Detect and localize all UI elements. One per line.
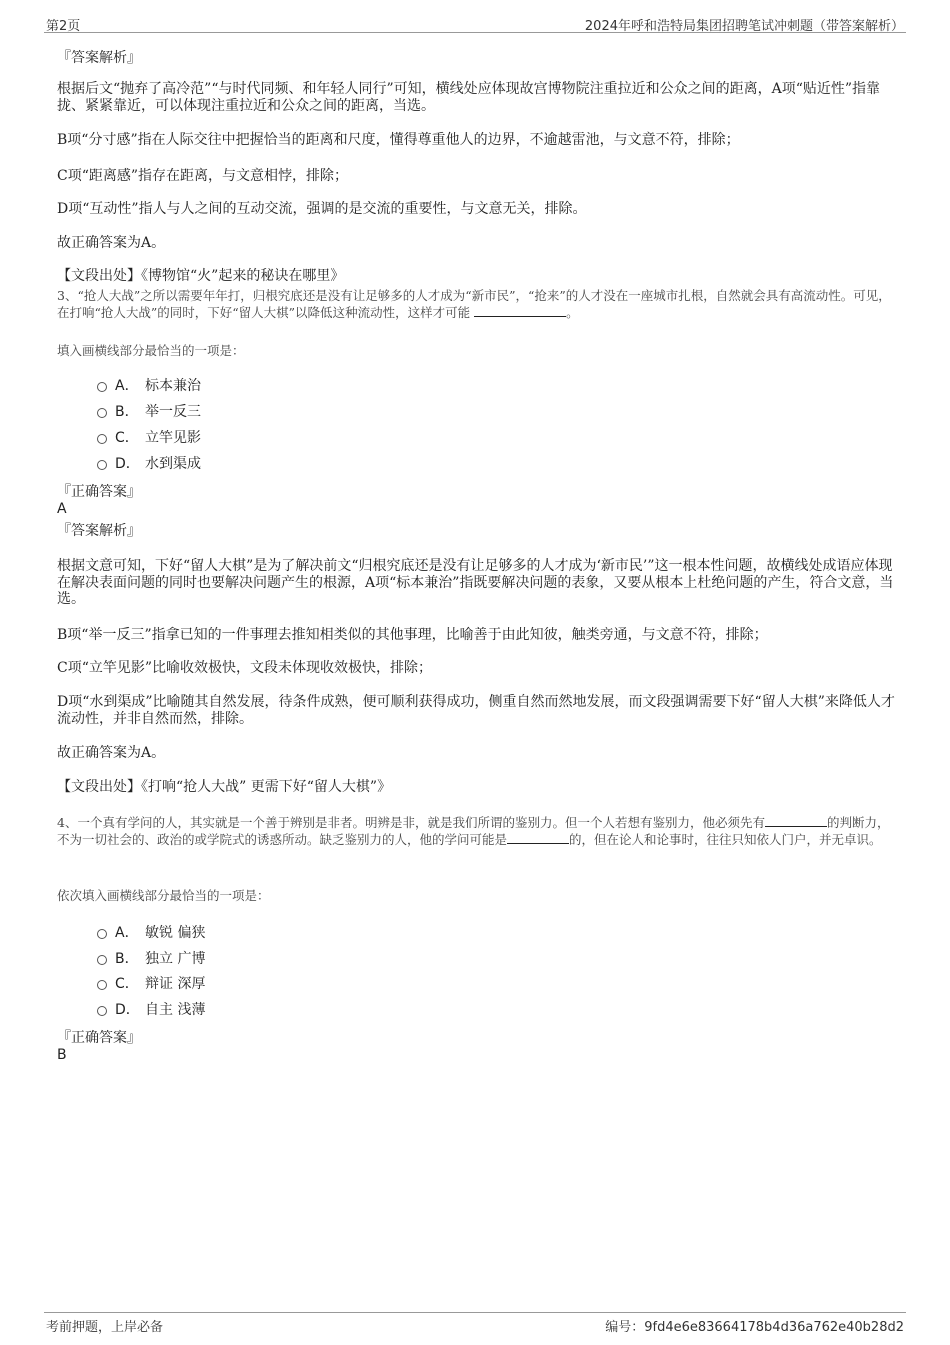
footer-slogan: 考前押题，上岸必备 bbox=[46, 1320, 164, 1335]
q2-source: 【文段出处】《博物馆“火”起来的秘诀在哪里》 bbox=[57, 268, 345, 284]
q4-blank-2 bbox=[507, 831, 569, 844]
q4-blank-1 bbox=[765, 814, 827, 827]
option-letter: C． bbox=[115, 976, 139, 992]
q3-analysis-para-4: D项“水到渠成”比喻随其自然发展，待条件成熟，便可顺利获得成功，侧重自然而然地发展，而文段强调需要下好“留人大棋”来降低人才流动性，并非自然而然，排除。 bbox=[57, 694, 895, 727]
q4-prompt: 依次填入画横线部分最恰当的一项是： bbox=[57, 888, 270, 903]
page-footer bbox=[44, 1312, 906, 1337]
page-number: 第2页 bbox=[46, 19, 81, 34]
q3-analysis-para-3: C项“立竿见影”比喻收效极快，文段未体现收效极快，排除； bbox=[57, 660, 433, 676]
q4-stem-part-3: 的，但在论人和论事时，往往只知依人门户，并无卓识。 bbox=[569, 832, 882, 847]
option-text: 辩证 深厚 bbox=[145, 976, 206, 992]
option-text: 敏锐 偏狭 bbox=[145, 925, 206, 941]
document-title: 2024年呼和浩特局集团招聘笔试冲刺题（带答案解析） bbox=[584, 19, 904, 34]
option-letter: D． bbox=[115, 456, 140, 472]
option-letter: A． bbox=[115, 925, 139, 941]
q4-answer: B bbox=[57, 1047, 67, 1063]
q3-analysis-para-2: B项“举一反三”指拿已知的一件事理去推知相类似的其他事理，比喻善于由此知彼，触类旁通，与文意不符，排除； bbox=[57, 627, 768, 643]
radio-icon[interactable] bbox=[97, 955, 107, 965]
q2-analysis-para-3: C项“距离感”指存在距离，与文意相悖，排除； bbox=[57, 168, 349, 184]
q4-stem bbox=[57, 814, 897, 848]
q2-analysis-para-2: B项“分寸感”指在人际交往中把握恰当的距离和尺度，懂得尊重他人的边界，不逾越雷池，与文意不符，排除； bbox=[57, 132, 740, 148]
q3-answer: A bbox=[57, 501, 67, 517]
q3-prompt: 填入画横线部分最恰当的一项是： bbox=[57, 343, 245, 358]
q3-answer-conclusion: 故正确答案为A。 bbox=[57, 745, 166, 761]
q3-analysis-label: 『答案解析』 bbox=[57, 523, 141, 539]
q3-stem-end: 。 bbox=[566, 305, 579, 320]
radio-icon[interactable] bbox=[97, 434, 107, 444]
q4-stem-part-1: 4、一个真有学问的人，其实就是一个善于辨别是非者。明辨是非，就是我们所谓的鉴别力。但一个人若想有鉴别力，他必须先有 bbox=[57, 815, 765, 830]
footer-code-label: 编号： bbox=[605, 1320, 645, 1335]
option-text: 自主 浅薄 bbox=[145, 1002, 206, 1018]
page-header bbox=[44, 12, 906, 33]
option-letter: B． bbox=[115, 404, 139, 420]
radio-icon[interactable] bbox=[97, 980, 107, 990]
q4-answer-label: 『正确答案』 bbox=[57, 1030, 141, 1046]
q2-analysis-para-4: D项“互动性”指人与人之间的互动交流，强调的是交流的重要性，与文意无关，排除。 bbox=[57, 201, 587, 217]
q3-analysis-para-1: 根据文意可知，下好“留人大棋”是为了解决前文“归根究底还是没有让足够多的人才成为‘新市民’”这一根本性问题，故横线处成语应体现在解决表面问题的同时也要解决问题产生的根源，A项“标本兼治”指既要解决问题的表象，又要从根本上杜绝问题的产生，符合文意，当选。 bbox=[57, 558, 894, 607]
option-letter: D． bbox=[115, 1002, 140, 1018]
q3-answer-label: 『正确答案』 bbox=[57, 484, 141, 500]
option-text: 标本兼治 bbox=[145, 378, 201, 394]
q3-source: 【文段出处】《打响“抢人大战” 更需下好“留人大棋”》 bbox=[57, 779, 392, 795]
footer-code bbox=[605, 1316, 904, 1335]
radio-icon[interactable] bbox=[97, 460, 107, 470]
option-letter: A． bbox=[115, 378, 139, 394]
q2-answer-conclusion: 故正确答案为A。 bbox=[57, 235, 166, 251]
radio-icon[interactable] bbox=[97, 382, 107, 392]
option-letter: B． bbox=[115, 951, 139, 967]
q3-stem-text: 3、“抢人大战”之所以需要年年打，归根究底还是没有让足够多的人才成为“新市民”，“抢来”的人才没在一座城市扎根，自然就会具有高流动性。可见，在打响“抢人大战”的同时，下好“留人大棋”以降低这种流动性，这样才可能 bbox=[57, 288, 891, 320]
radio-icon[interactable] bbox=[97, 408, 107, 418]
radio-icon[interactable] bbox=[97, 1006, 107, 1016]
q3-blank bbox=[474, 304, 566, 317]
option-text: 立竿见影 bbox=[145, 430, 201, 446]
option-text: 水到渠成 bbox=[145, 456, 201, 472]
q2-analysis-para-1: 根据后文“抛弃了高冷范”“与时代同频、和年轻人同行”可知，横线处应体现故宫博物院注重拉近和公众之间的距离，A项“贴近性”指靠拢、紧紧靠近，可以体现注重拉近和公众之间的距离，当选。 bbox=[57, 81, 881, 114]
footer-code-value: 9fd4e6e83664178b4d36a762e40b28d2 bbox=[644, 1320, 904, 1335]
radio-icon[interactable] bbox=[97, 929, 107, 939]
option-letter: C． bbox=[115, 430, 139, 446]
q3-stem bbox=[57, 288, 897, 321]
option-text: 举一反三 bbox=[145, 404, 201, 420]
q4-stem-part-2: 的判断力，不为一切社会的、政治的或学院式的诱惑所动。缺乏鉴别力的人，他的学问可能是 bbox=[57, 815, 890, 847]
q2-analysis-label: 『答案解析』 bbox=[57, 50, 141, 66]
option-text: 独立 广博 bbox=[145, 951, 206, 967]
